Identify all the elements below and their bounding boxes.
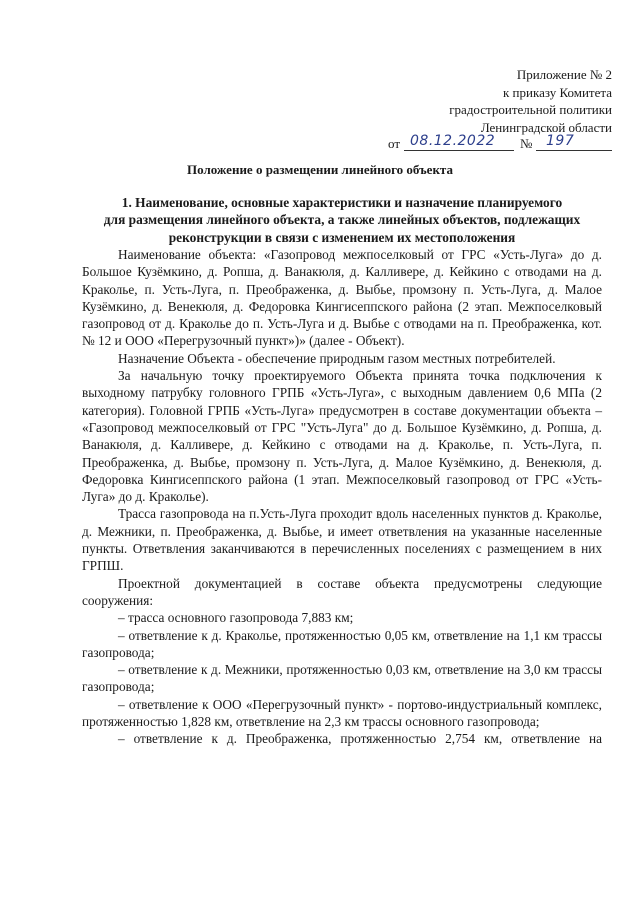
list-item: – ответвление к д. Преображенка, протяженностью 2,754 км, ответвление на — [118, 731, 602, 747]
number-underline — [536, 150, 612, 151]
appendix-line: Приложение № 2 — [516, 67, 612, 82]
section-heading-line: 1. Наименование, основные характеристики и назначение планируемого — [121, 195, 563, 210]
document-body — [82, 246, 602, 748]
paragraph-object-name: Наименование объекта: «Газопровод межпоселковый от ГРС «Усть-Луга» до д. Большое Кузёмкино, д. Ропша, д. Ванакюля, д. Калливере, д. Кейкино с отводами на д. Краколье, п. Усть-Луга, п. Преображенка, д. Выбье, промзону п. Усть-Луга, д. Малое Кузёмкино, д. Венекюля, д. Федоровка Кингисеппского района (2 этап. Межпоселковый газопровод от д. Краколье до п. Усть-Луга и д. Выбье с отводами на п. Преображенка, кот. № 12 и ООО «Перегрузочный пункт»)» (далее - Объект). — [82, 247, 602, 349]
paragraph-start-point: За начальную точку проектируемого Объекта принята точка подключения к выходному патрубку головного ГРПБ «Усть-Луга», с выходным давлением 0,6 МПа (2 категория). Головной ГРПБ «Усть-Луга» предусмотрен в составе документации объекта – «Газопровод межпоселковый от ГРС "Усть-Луга" до д. Большое Кузёмкино, д. Ропша, д. Ванакюля, д. Калливере, д. Кейкино с отводами на д. Краколье, п. Усть-Луга, п. Преображенка, д. Выбье, промзону п. Усть-Луга, д. Малое Кузёмкино, д. Венекюля, д. Федоровка Кингисеппского района (1 этап. Межпоселковый газопровод от ГРС «Усть-Луга» до д. Краколье). — [82, 368, 602, 505]
list-item: – ответвление к ООО «Перегрузочный пункт» - портово-индустриальный комплекс, протяженностью 1,828 км, ответвление на 2,3 км трассы основного газопровода; — [82, 696, 602, 730]
section-heading — [82, 194, 602, 246]
list-item: – ответвление к д. Межники, протяженностью 0,03 км, ответвление на 3,0 км трассы газопровода; — [82, 662, 602, 695]
appendix-line: градостроительной политики — [449, 102, 612, 117]
document-title: Положение о размещении линейного объекта — [187, 162, 453, 177]
date-underline — [404, 150, 514, 151]
number-label: № — [520, 136, 533, 151]
from-label: от — [388, 136, 401, 151]
order-date-line — [386, 134, 612, 154]
section-heading-line: реконструкции в связи с изменением их местоположения — [168, 229, 516, 245]
paragraph-structures-intro: Проектной документацией в составе объекта предусмотрены следующие сооружения: — [82, 575, 602, 608]
appendix-block — [449, 66, 612, 136]
order-number: 197 — [546, 133, 575, 149]
list-item: – трасса основного газопровода 7,883 км; — [118, 610, 354, 626]
paragraph-route: Трасса газопровода на п.Усть-Луга проходит вдоль населенных пунктов д. Краколье, д. Межники, п. Преображенка, д. Выбье, и имеет ответвления на указанные населенные пункты. Ответвления заканчиваются в перечисленных поселениях с размещением в них ГРПШ. — [82, 506, 602, 574]
paragraph-purpose: Назначение Объекта - обеспечение природным газом местных потребителей. — [118, 350, 556, 366]
list-item: – ответвление к д. Краколье, протяженностью 0,05 км, ответвление на 1,1 км трассы газопровода; — [82, 627, 602, 660]
section-heading-line: для размещения линейного объекта, а также линейных объектов, подлежащих — [103, 212, 581, 228]
appendix-line: Ленинградской области — [480, 119, 612, 135]
order-date: 08.12.2022 — [410, 133, 496, 149]
appendix-line: к приказу Комитета — [502, 84, 612, 100]
